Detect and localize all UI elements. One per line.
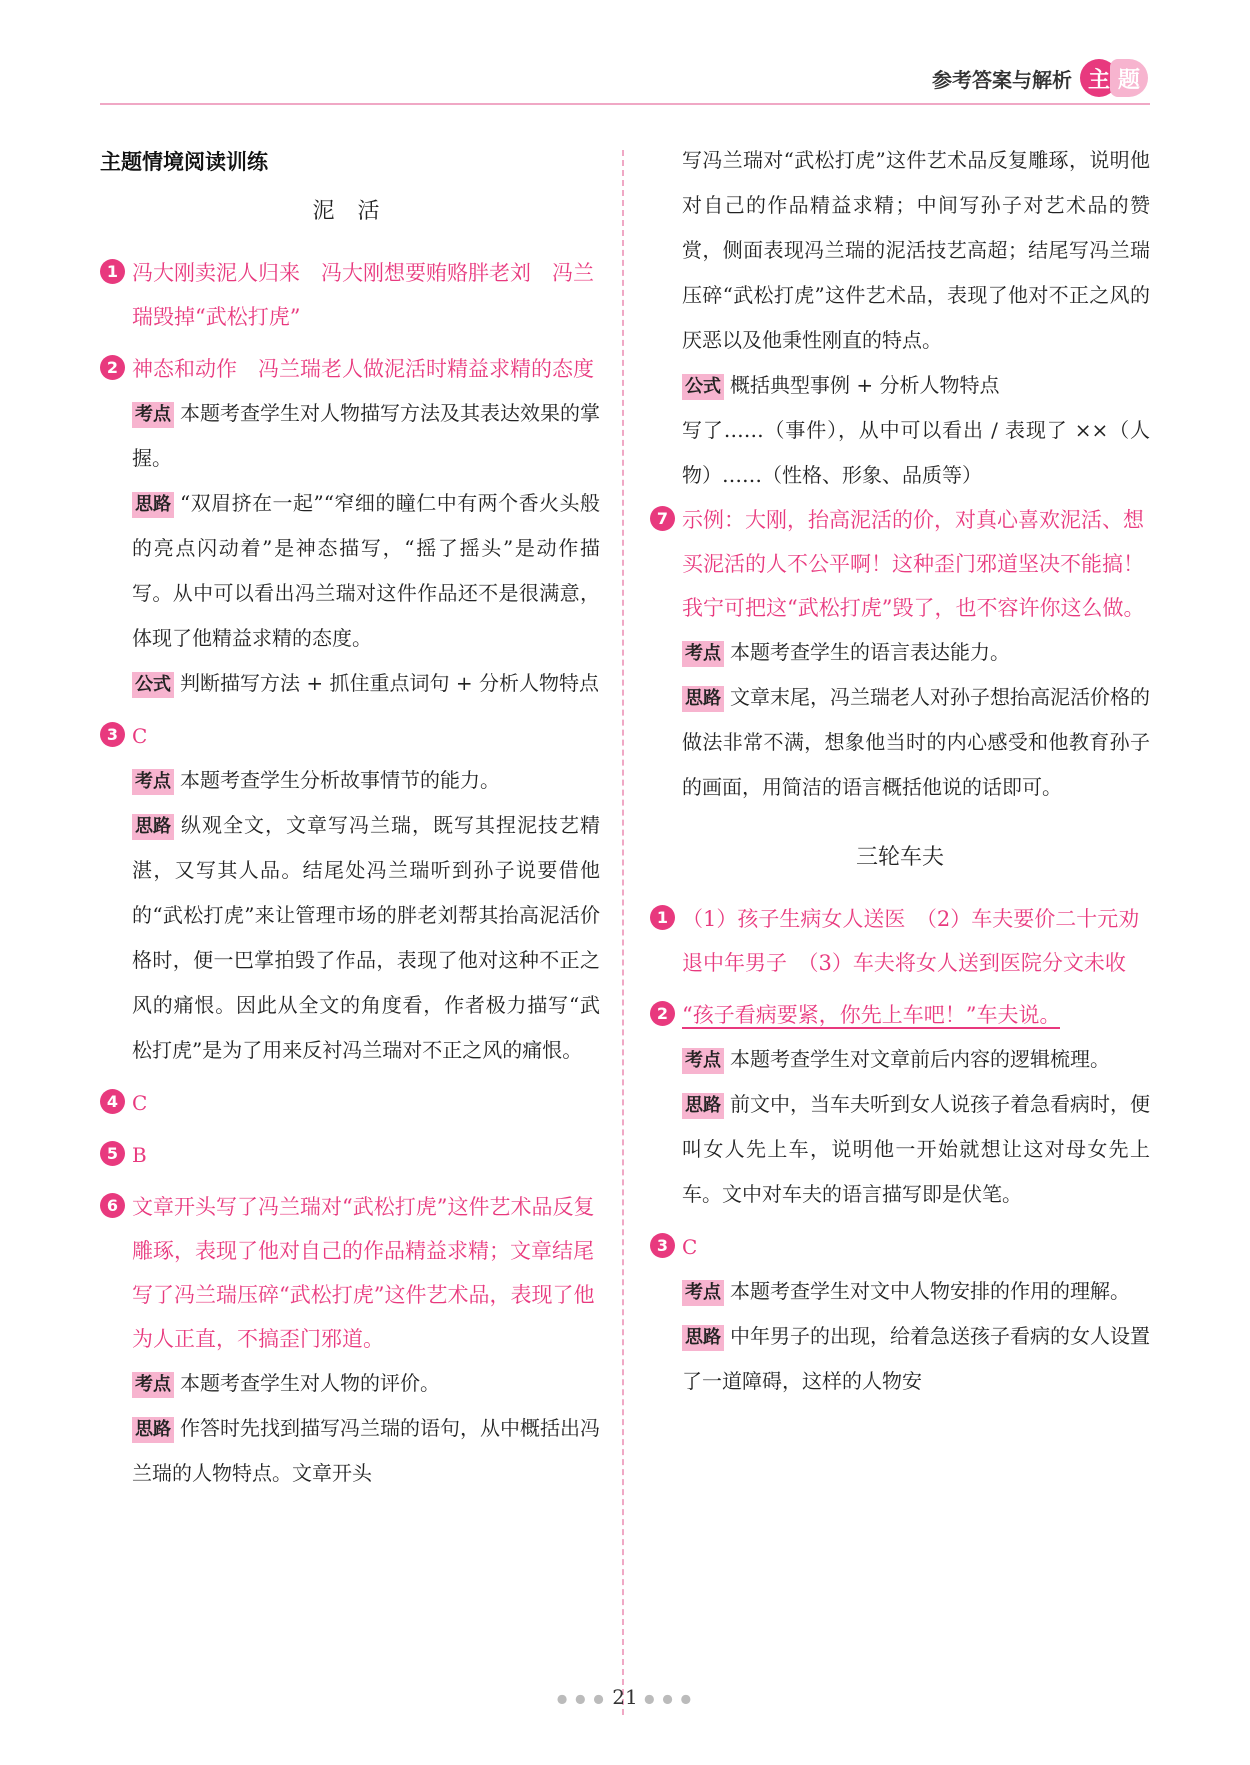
page-header	[932, 58, 1148, 98]
kaodian-tag: 考点	[682, 641, 724, 667]
answer-item	[100, 714, 600, 1073]
gongshi-tag: 公式	[682, 374, 724, 400]
silu-text: 文章末尾，冯兰瑞老人对孙子想抬高泥活价格的做法非常不满，想象他当时的内心感受和他教育孙子的画面，用简洁的语言概括他说的话即可。	[682, 685, 1150, 799]
silu-tag: 思路	[132, 1417, 174, 1443]
silu-text: “双眉挤在一起”“窄细的瞳仁中有两个香火头般的亮点闪动着”是神态描写，“摇了摇头”是动作描写。从中可以看出冯兰瑞对这件作品还不是很满意，体现了他精益求精的态度。	[132, 491, 600, 650]
silu-paragraph	[682, 1082, 1150, 1217]
footer-dots-right: ● ● ●	[644, 1691, 694, 1706]
story-title: 三轮车夫	[855, 845, 944, 870]
kaodian-paragraph	[132, 391, 600, 481]
section-title: 主题情境阅读训练	[100, 150, 268, 174]
header-title: 参考答案与解析	[932, 67, 1072, 92]
gongshi-detail: 写了……（事件），从中可以看出 / 表现了 ××（人物）……（性格、形象、品质等）	[682, 418, 1150, 487]
answer-text: 神态和动作 冯兰瑞老人做泥活时精益求精的态度	[132, 357, 594, 381]
answer-text: C	[132, 724, 148, 748]
answer-item	[650, 1225, 1150, 1404]
kaodian-text: 本题考查学生对文中人物安排的作用的理解。	[730, 1279, 1130, 1303]
question-number: 7	[650, 506, 675, 531]
kaodian-paragraph	[132, 758, 600, 803]
column-divider	[622, 150, 624, 1715]
question-number: 2	[100, 355, 125, 380]
kaodian-text: 本题考查学生对人物的评价。	[180, 1371, 440, 1395]
kaodian-paragraph	[682, 1269, 1150, 1314]
footer-dots-left: ● ● ●	[556, 1691, 606, 1706]
left-column	[100, 140, 600, 1504]
answer-text	[682, 993, 1150, 1037]
kaodian-tag: 考点	[682, 1048, 724, 1074]
answer-item	[650, 498, 1150, 810]
answer-text: 示例：大刚，抬高泥活的价，对真心喜欢泥活、想买泥活的人不公平啊！这种歪门邪道坚决不能搞！我宁可把这“武松打虎”毁了，也不容许你这么做。	[682, 508, 1145, 620]
silu-paragraph	[682, 1314, 1150, 1404]
silu-tag: 思路	[682, 1093, 724, 1119]
header-divider	[100, 103, 1150, 105]
question-number: 3	[650, 1233, 675, 1258]
question-number: 1	[650, 905, 675, 930]
page-number: 21	[612, 1685, 638, 1709]
question-number: 6	[100, 1193, 125, 1218]
topic-badge	[1080, 59, 1148, 97]
silu-tag: 思路	[132, 492, 174, 518]
page-footer	[0, 1685, 1250, 1709]
silu-text: 中年男子的出现，给着急送孩子看病的女人设置了一道障碍，这样的人物安	[682, 1324, 1150, 1393]
answer-text: B	[132, 1143, 147, 1167]
badge-char-2: 题	[1110, 59, 1148, 97]
answer-text: 冯大刚卖泥人归来 冯大刚想要贿赂胖老刘 冯兰瑞毁掉“武松打虎”	[132, 261, 594, 329]
answer-text: C	[132, 1091, 148, 1115]
continuation-text: 写冯兰瑞对“武松打虎”这件艺术品反复雕琢，说明他对自己的作品精益求精；中间写孙子对艺术品的赞赏，侧面表现冯兰瑞的泥活技艺高超；结尾写冯兰瑞压碎“武松打虎”这件艺术品，表现了他对不正之风的厌恶以及他秉性刚直的特点。	[682, 148, 1150, 352]
answer-text: 文章开头写了冯兰瑞对“武松打虎”这件艺术品反复雕琢，表现了他对自己的作品精益求精；文章结尾写了冯兰瑞压碎“武松打虎”这件艺术品，表现了他为人正直，不搞歪门邪道。	[132, 1195, 595, 1351]
silu-paragraph	[132, 803, 600, 1073]
gongshi-tag: 公式	[132, 672, 174, 698]
kaodian-text: 本题考查学生对文章前后内容的逻辑梳理。	[730, 1047, 1110, 1071]
kaodian-paragraph	[682, 1037, 1150, 1082]
silu-text: 纵观全文，文章写冯兰瑞，既写其捏泥技艺精湛，又写其人品。结尾处冯兰瑞听到孙子说要借他的“武松打虎”来让管理市场的胖老刘帮其抬高泥活价格时，便一巴掌拍毁了作品，表现了他对这种不正之风的痛恨。因此从全文的角度看，作者极力描写“武松打虎”是为了用来反衬冯兰瑞对不正之风的痛恨。	[132, 813, 600, 1062]
question-number: 4	[100, 1089, 125, 1114]
kaodian-paragraph	[132, 1361, 600, 1406]
right-column	[650, 138, 1150, 1412]
silu-tag: 思路	[132, 814, 174, 840]
gongshi-paragraph	[650, 363, 1150, 408]
kaodian-tag: 考点	[132, 769, 174, 795]
kaodian-text: 本题考查学生的语言表达能力。	[730, 640, 1010, 664]
kaodian-tag: 考点	[682, 1280, 724, 1306]
gongshi-text: 概括典型事例 + 分析人物特点	[730, 373, 1000, 397]
badge-char-1: 主	[1080, 59, 1118, 97]
story-title: 泥 活	[312, 199, 388, 224]
answer-item	[650, 897, 1150, 985]
silu-paragraph	[132, 481, 600, 661]
silu-text: 作答时先找到描写冯兰瑞的语句，从中概括出冯兰瑞的人物特点。文章开头	[132, 1416, 600, 1485]
answer-text: C	[682, 1235, 698, 1259]
answer-text: （1）孩子生病女人送医 （2）车夫要价二十元劝退中年男子 （3）车夫将女人送到医院分文未收	[682, 907, 1140, 975]
question-number: 3	[100, 722, 125, 747]
kaodian-tag: 考点	[132, 402, 174, 428]
answer-item	[100, 1133, 600, 1177]
silu-paragraph	[132, 1406, 600, 1496]
kaodian-text: 本题考查学生对人物描写方法及其表达效果的掌握。	[132, 401, 600, 470]
silu-text: 前文中，当车夫听到女人说孩子着急看病时，便叫女人先上车，说明他一开始就想让这对母女先上车。文中对车夫的语言描写即是伏笔。	[682, 1092, 1150, 1206]
question-number: 5	[100, 1141, 125, 1166]
silu-paragraph	[682, 675, 1150, 810]
silu-tag: 思路	[682, 686, 724, 712]
answer-item	[100, 251, 600, 339]
answer-item	[650, 993, 1150, 1217]
kaodian-paragraph	[682, 630, 1150, 675]
answer-item	[100, 1185, 600, 1496]
kaodian-text: 本题考查学生分析故事情节的能力。	[180, 768, 500, 792]
gongshi-text: 判断描写方法 + 抓住重点词句 + 分析人物特点	[180, 671, 599, 695]
silu-tag: 思路	[682, 1325, 724, 1351]
answer-item	[100, 347, 600, 706]
answer-item	[100, 1081, 600, 1125]
kaodian-tag: 考点	[132, 1372, 174, 1398]
question-number: 2	[650, 1001, 675, 1026]
question-number: 1	[100, 259, 125, 284]
gongshi-paragraph	[132, 661, 600, 706]
answer-underlined-text: “孩子看病要紧，你先上车吧！”车夫说。	[682, 1003, 1061, 1027]
